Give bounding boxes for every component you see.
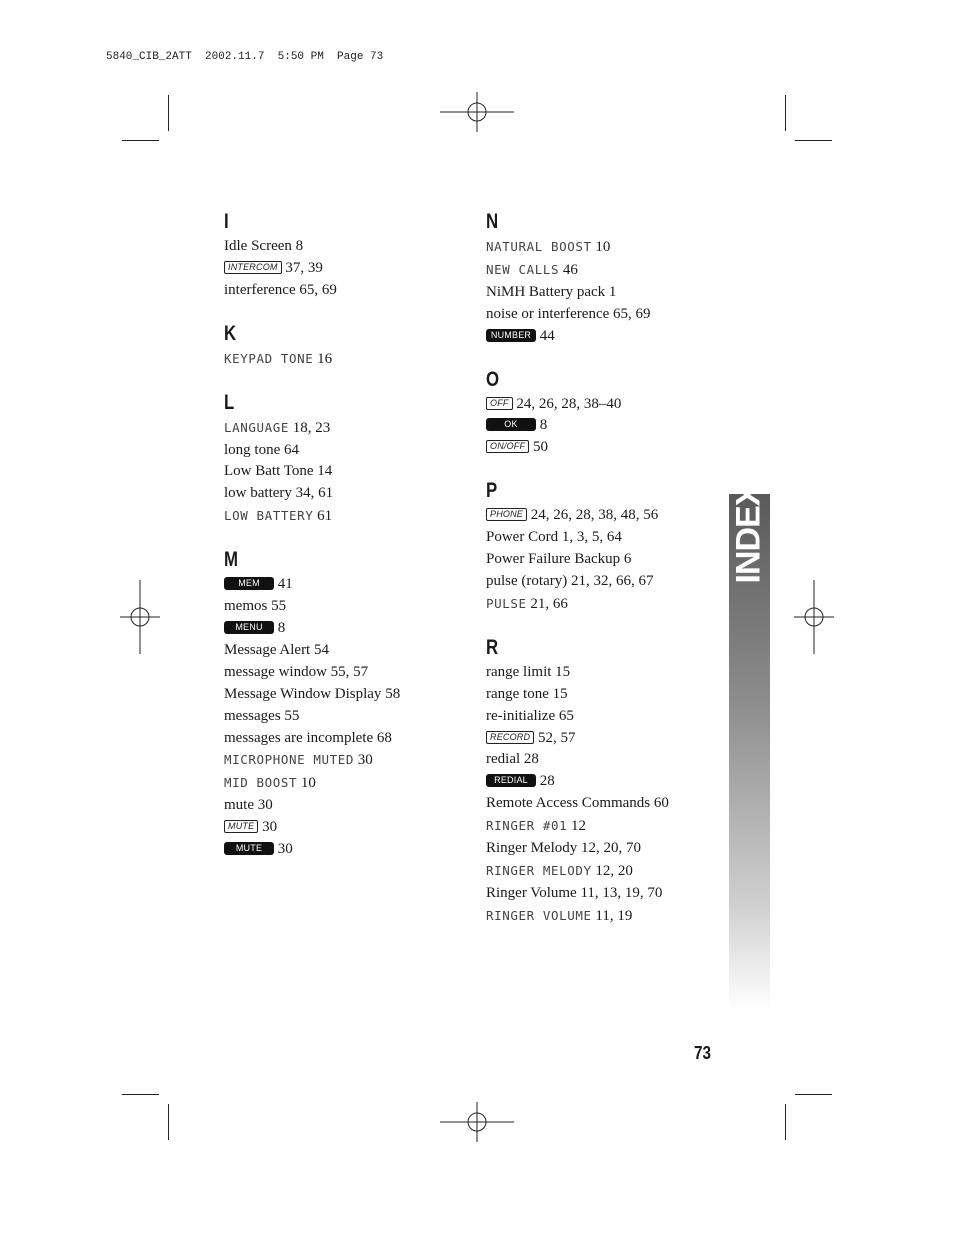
entry-pages: 11, 13, 19, 70 [580,884,663,901]
crop-mark-bottom-left-h [122,1094,159,1095]
index-entry [486,749,716,771]
entry-pages: 55, 57 [330,663,369,680]
index-entry [224,795,464,817]
section-letter: R [486,635,499,659]
entry-pages: 46 [562,261,578,278]
entry-pages: 30 [262,819,278,836]
entry-label: Power Failure Backup [486,551,621,568]
index-entry [486,905,716,928]
entry-pages: 24, 26, 28, 38, 48, 56 [530,507,659,524]
entry-pages: 11, 19 [595,907,633,924]
entry-pages: 41 [277,576,293,593]
index-section [486,636,716,928]
section-letter: N [486,210,499,233]
entry-label: Ringer Volume [486,884,577,901]
entry-label: redial [486,751,521,768]
index-entry [486,571,716,593]
index-entry [224,440,464,462]
index-column-left [224,210,464,881]
crop-mark-bottom-right-h [795,1094,832,1095]
entry-pages: 30 [357,752,373,769]
entry-pages: 65, 69 [299,281,337,298]
key-label-solid: OK [486,418,536,431]
entry-pages: 6 [623,551,632,568]
entry-label: range limit [486,663,552,680]
key-label-outline: RECORD [486,731,534,744]
index-entry [486,838,716,860]
entry-pages: 58 [385,685,401,702]
entry-label: message window [224,663,327,680]
entry-pages: 34, 61 [295,485,334,502]
index-entry [224,417,464,440]
index-entry [224,817,464,839]
entry-pages: 64 [284,441,299,458]
entry-label: range tone [486,685,549,702]
entry-pages: 16 [317,350,333,367]
entry-pages: 28 [539,773,555,790]
index-entry [224,772,464,795]
index-entry [224,684,464,706]
entry-label: Low Batt Tone [224,463,314,480]
entry-pages: 14 [317,463,333,480]
index-entry [224,596,464,618]
index-entry [224,236,464,258]
index-entry [224,574,464,596]
index-entry [224,280,464,302]
index-entry [486,394,716,416]
entry-label: Idle Screen [224,238,292,254]
index-entry [486,527,716,549]
entry-label: pulse (rotary) [486,572,568,589]
entry-pages: 8 [539,417,548,434]
entry-label: mute [224,797,254,814]
entry-label: Message Alert [224,641,311,658]
index-entry [486,415,716,437]
section-letter: O [486,367,500,391]
display-text-label: RINGER #01 [486,818,568,834]
entry-pages: 12 [571,818,587,835]
print-slug-line: 5840_CIB_2ATT 2002.11.7 5:50 PM Page 73 [106,51,384,63]
index-entry [224,348,464,371]
index-entry [224,258,464,280]
entry-label: messages [224,707,281,724]
entry-pages: 55 [271,598,287,615]
registration-mark-top-icon [440,92,514,132]
index-section [486,479,716,616]
entry-pages: 30 [257,797,273,814]
index-entry [486,662,716,684]
index-section [224,391,464,529]
index-entry [224,483,464,505]
section-letter: K [224,321,237,345]
crop-mark-bottom-right-v [785,1104,786,1140]
key-label-outline: PHONE [486,508,527,521]
entry-pages: 10 [595,239,611,255]
key-label-outline: INTERCOM [224,261,282,274]
entry-pages: 21, 66 [530,595,568,612]
entry-label: long tone [224,441,281,458]
crop-mark-top-left-h [122,140,159,141]
section-letter: L [224,390,235,414]
entry-pages: 61 [317,508,333,525]
entry-label: Message Window Display [224,685,382,702]
index-entry [224,461,464,483]
display-text-label: NATURAL BOOST [486,239,592,254]
crop-mark-top-left-v [168,95,169,131]
index-entry [486,860,716,883]
index-entry [486,304,716,326]
key-label-solid: MENU [224,621,274,634]
entry-label: noise or interference [486,305,610,322]
index-entry [486,282,716,304]
index-entry [486,549,716,571]
entry-pages: 10 [300,775,316,792]
index-entry [224,728,464,750]
index-section [224,322,464,371]
display-text-label: PULSE [486,595,527,611]
display-text-label: RINGER VOLUME [486,907,592,923]
entry-label: memos [224,598,268,615]
key-label-outline: OFF [486,397,513,410]
entry-label: Remote Access Commands [486,795,651,812]
index-section [224,210,464,302]
display-text-label: KEYPAD TONE [224,350,314,366]
entry-label: low battery [224,485,292,502]
index-entry [224,505,464,528]
crop-mark-top-right-h [795,140,832,141]
display-text-label: LOW BATTERY [224,508,314,524]
key-label-solid: MEM [224,577,274,590]
index-section [486,368,716,460]
entry-pages: 15 [555,663,571,680]
entry-pages: 1, 3, 5, 64 [561,529,622,546]
entry-pages: 8 [277,619,286,636]
index-column-right [486,210,716,948]
entry-pages: 8 [295,238,304,254]
index-entry [224,640,464,662]
index-entry [486,437,716,459]
entry-pages: 24, 26, 28, 38–40 [516,395,622,412]
display-text-label: LANGUAGE [224,419,290,435]
entry-label: Ringer Melody [486,840,578,857]
key-label-outline: MUTE [224,820,258,833]
section-letter: P [486,479,498,503]
entry-pages: 30 [277,841,293,858]
section-letter: M [224,548,238,572]
index-entry [486,706,716,728]
entry-label: Power Cord [486,529,559,546]
index-entry [486,326,716,348]
key-label-outline: ON/OFF [486,440,529,453]
index-entry [224,618,464,640]
index-entry [486,793,716,815]
index-entry [486,684,716,706]
entry-pages: 52, 57 [537,729,576,746]
entry-pages: 60 [653,795,669,812]
index-entry [486,259,716,282]
entry-pages: 15 [552,685,568,702]
index-entry [224,749,464,772]
key-label-solid: MUTE [224,842,274,855]
entry-pages: 12, 20 [595,862,633,879]
entry-pages: 18, 23 [292,419,331,436]
index-side-tab [729,484,770,1010]
entry-pages: 50 [532,439,548,456]
entry-label: re-initialize [486,707,556,724]
display-text-label: MICROPHONE MUTED [224,752,355,768]
entry-label: NiMH Battery pack [486,283,606,300]
entry-pages: 55 [284,707,300,724]
display-text-label: MID BOOST [224,775,298,791]
index-tab-label: INDEX [729,484,768,584]
index-entry [224,839,464,861]
entry-pages: 28 [523,751,539,768]
index-section [224,548,464,861]
index-section [486,210,716,348]
index-entry [486,815,716,838]
entry-pages: 1 [608,283,617,300]
entry-label: interference [224,281,296,298]
index-entry [486,505,716,527]
registration-mark-left-icon [120,580,160,654]
entry-pages: 21, 32, 66, 67 [570,572,654,589]
display-text-label: RINGER MELODY [486,862,592,878]
index-entry [224,662,464,684]
index-entry [486,236,716,259]
entry-pages: 65, 69 [613,305,651,322]
registration-mark-right-icon [794,580,834,654]
index-entry [486,593,716,616]
index-entry [486,771,716,793]
key-label-solid: NUMBER [486,329,536,342]
crop-mark-top-right-v [785,95,786,131]
key-label-solid: REDIAL [486,774,536,787]
entry-label: messages are incomplete [224,729,374,746]
page-number: 73 [694,1043,712,1063]
index-entry [224,706,464,728]
entry-pages: 54 [313,641,329,658]
entry-pages: 12, 20, 70 [581,840,641,857]
entry-pages: 68 [376,729,392,746]
index-entry [486,883,716,905]
entry-pages: 37, 39 [285,259,323,276]
crop-mark-bottom-left-v [168,1104,169,1140]
entry-pages: 44 [539,327,555,344]
entry-pages: 65 [558,707,574,724]
section-letter: I [224,210,229,233]
registration-mark-bottom-icon [440,1102,514,1142]
index-entry [486,728,716,750]
display-text-label: NEW CALLS [486,261,560,277]
